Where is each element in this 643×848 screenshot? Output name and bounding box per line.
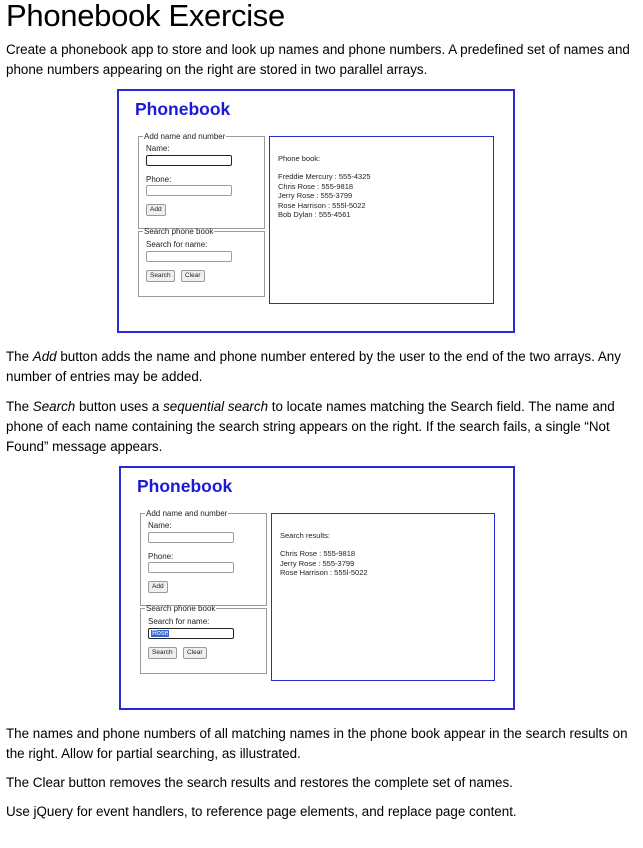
phone-input[interactable] xyxy=(148,562,234,573)
search-button[interactable]: Search xyxy=(148,647,177,659)
add-button[interactable]: Add xyxy=(148,581,168,593)
search-legend: Search phone book xyxy=(146,604,216,613)
search-label: Search for name: xyxy=(148,617,210,626)
entry-list xyxy=(280,549,368,578)
phonebook-entry: Bob Dylan : 555-4561 xyxy=(278,210,351,219)
search-button[interactable]: Search xyxy=(146,270,175,282)
phone-label: Phone: xyxy=(146,175,172,184)
phone-input[interactable] xyxy=(146,185,232,196)
name-input[interactable] xyxy=(146,155,232,166)
panel-heading: Phone book: xyxy=(278,154,321,163)
app-title: Phonebook xyxy=(137,476,233,496)
clear-button[interactable]: Clear xyxy=(183,647,207,659)
phonebook-entry: Chris Rose : 555-9818 xyxy=(278,181,354,191)
phonebook-entry: Rose Harrison : 555l-5022 xyxy=(278,200,366,210)
document-title: Phonebook Exercise xyxy=(6,0,285,33)
search-input-selection: Rose xyxy=(152,630,169,637)
add-button[interactable]: Add xyxy=(146,204,166,216)
add-para-term: Add xyxy=(32,349,57,364)
phone-label: Phone: xyxy=(148,552,174,561)
phonebook-entry: Jerry Rose : 555-3799 xyxy=(280,558,355,568)
clear-paragraph: The Clear button removes the search results and restores the complete set of names. xyxy=(6,775,513,790)
jquery-paragraph: Use jQuery for event handlers, to reference page elements, and replace page content. xyxy=(6,804,517,819)
search-para-term2: sequential search xyxy=(163,399,269,414)
search-input[interactable] xyxy=(146,251,232,262)
app-title: Phonebook xyxy=(135,99,231,119)
search-fieldset xyxy=(138,227,265,297)
phonebook-entry: Chris Rose : 555-9818 xyxy=(280,549,356,558)
entry-list xyxy=(278,172,371,220)
figure-phonebook-initial xyxy=(117,89,515,333)
name-label: Name: xyxy=(148,521,172,530)
results-paragraph: The names and phone numbers of all matching names in the phone book appear in the search results on the right. Allow for partial searching, as illustrated. xyxy=(6,726,628,761)
clear-button[interactable]: Clear xyxy=(181,270,205,282)
search-legend: Search phone book xyxy=(144,227,214,236)
panel-heading: Search results: xyxy=(280,531,331,540)
phone-book-panel xyxy=(269,136,494,304)
intro-paragraph: Create a phonebook app to store and look up names and phone numbers. A predefined set of names and phone numbers appearing on the right are stored in two parallel arrays. xyxy=(6,42,630,77)
search-para-p3: to locate names matching the Search field. The name and phone of each name containing the search string appears on the right. If the search fails, a single “Not Found” message appears. xyxy=(6,399,615,454)
phonebook-entry: Jerry Rose : 555-3799 xyxy=(278,191,353,200)
search-label: Search for name: xyxy=(146,240,208,249)
search-para-p2: button uses a xyxy=(75,399,164,414)
figure-phonebook-search xyxy=(119,466,515,710)
name-input[interactable] xyxy=(148,532,234,543)
search-fieldset xyxy=(140,604,267,674)
phonebook-entry: Freddie Mercury : 555-4325 xyxy=(278,172,371,181)
add-paragraph xyxy=(6,347,636,387)
search-para-p1: The xyxy=(6,399,33,414)
add-legend: Add name and number xyxy=(146,509,228,518)
name-label: Name: xyxy=(146,144,170,153)
search-results-panel xyxy=(271,513,495,681)
search-para-term1: Search xyxy=(32,399,76,414)
search-paragraph xyxy=(6,397,636,457)
phonebook-entry: Rose Harrison : 555l-5022 xyxy=(280,568,368,577)
add-para-before: The xyxy=(6,349,33,364)
add-legend: Add name and number xyxy=(144,132,226,141)
add-para-after: button adds the name and phone number entered by the user to the end of the two arrays. Any number of entries may be added. xyxy=(6,349,621,384)
search-input[interactable] xyxy=(148,628,234,639)
